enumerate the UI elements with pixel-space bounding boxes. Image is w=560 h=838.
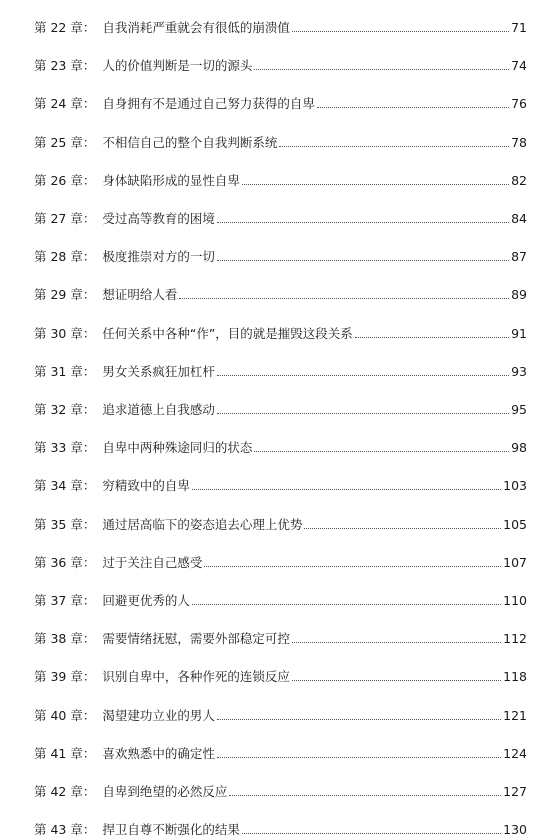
chapter-label: 第 38 章： bbox=[34, 631, 96, 646]
dot-leader bbox=[242, 833, 501, 834]
chapter-label: 第 34 章： bbox=[34, 478, 96, 493]
toc-entry[interactable] bbox=[34, 513, 527, 533]
dot-leader bbox=[217, 260, 509, 261]
page-number: 95 bbox=[511, 402, 527, 417]
toc-entry[interactable] bbox=[34, 780, 527, 800]
chapter-label: 第 37 章： bbox=[34, 593, 96, 608]
dot-leader bbox=[292, 680, 501, 681]
dot-leader bbox=[217, 375, 509, 376]
chapter-title: 过于关注自己感受 bbox=[102, 555, 203, 570]
chapter-title: 自卑中两种殊途同归的状态 bbox=[102, 440, 253, 455]
chapter-title: 通过居高临下的姿态追去心理上优势 bbox=[102, 517, 303, 532]
chapter-label: 第 28 章： bbox=[34, 249, 96, 264]
chapter-title: 穷精致中的自卑 bbox=[102, 478, 190, 493]
dot-leader bbox=[304, 528, 501, 529]
dot-leader bbox=[254, 69, 509, 70]
chapter-label: 第 22 章： bbox=[34, 20, 96, 35]
page-number: 71 bbox=[511, 20, 527, 35]
page-number: 98 bbox=[511, 440, 527, 455]
chapter-title: 识别自卑中，各种作死的连锁反应 bbox=[102, 669, 290, 684]
page-number: 121 bbox=[503, 708, 527, 723]
page-number: 118 bbox=[503, 669, 527, 684]
toc-entry[interactable] bbox=[34, 398, 527, 418]
dot-leader bbox=[292, 642, 501, 643]
toc-entry[interactable] bbox=[34, 589, 527, 609]
toc-entry[interactable] bbox=[34, 551, 527, 571]
chapter-label: 第 36 章： bbox=[34, 555, 96, 570]
toc-entry[interactable] bbox=[34, 627, 527, 647]
dot-leader bbox=[292, 31, 509, 32]
page-number: 89 bbox=[511, 287, 527, 302]
page-number: 124 bbox=[503, 746, 527, 761]
chapter-label: 第 27 章： bbox=[34, 211, 96, 226]
page-number: 130 bbox=[503, 822, 527, 837]
dot-leader bbox=[192, 604, 501, 605]
dot-leader bbox=[229, 795, 501, 796]
chapter-label: 第 25 章： bbox=[34, 135, 96, 150]
page-number: 91 bbox=[511, 326, 527, 341]
page-number: 103 bbox=[503, 478, 527, 493]
chapter-title: 男女关系疯狂加杠杆 bbox=[102, 364, 215, 379]
toc-entry[interactable] bbox=[34, 207, 527, 227]
chapter-label: 第 32 章： bbox=[34, 402, 96, 417]
dot-leader bbox=[254, 451, 509, 452]
toc-entry[interactable] bbox=[34, 283, 527, 303]
chapter-title: 渴望建功立业的男人 bbox=[102, 708, 215, 723]
chapter-title: 追求道德上自我感动 bbox=[102, 402, 215, 417]
chapter-label: 第 39 章： bbox=[34, 669, 96, 684]
chapter-label: 第 23 章： bbox=[34, 58, 96, 73]
chapter-label: 第 26 章： bbox=[34, 173, 96, 188]
toc-entry[interactable] bbox=[34, 54, 527, 74]
dot-leader bbox=[217, 757, 501, 758]
dot-leader bbox=[279, 146, 509, 147]
dot-leader bbox=[217, 719, 501, 720]
chapter-title: 想证明给人看 bbox=[102, 287, 178, 302]
chapter-label: 第 33 章： bbox=[34, 440, 96, 455]
page-number: 107 bbox=[503, 555, 527, 570]
page-number: 93 bbox=[511, 364, 527, 379]
chapter-title: 自身拥有不是通过自己努力获得的自卑 bbox=[102, 96, 315, 111]
toc-entry[interactable] bbox=[34, 704, 527, 724]
page-number: 74 bbox=[511, 58, 527, 73]
chapter-label: 第 24 章： bbox=[34, 96, 96, 111]
chapter-title: 喜欢熟悉中的确定性 bbox=[102, 746, 215, 761]
toc-entry[interactable] bbox=[34, 92, 527, 112]
page-number: 127 bbox=[503, 784, 527, 799]
toc-entry[interactable] bbox=[34, 322, 527, 342]
toc-entry[interactable] bbox=[34, 169, 527, 189]
chapter-label: 第 31 章： bbox=[34, 364, 96, 379]
toc-entry[interactable] bbox=[34, 245, 527, 265]
chapter-label: 第 30 章： bbox=[34, 326, 96, 341]
chapter-title: 极度推崇对方的一切 bbox=[102, 249, 215, 264]
dot-leader bbox=[217, 413, 509, 414]
toc-entry[interactable] bbox=[34, 818, 527, 838]
toc-entry[interactable] bbox=[34, 360, 527, 380]
chapter-label: 第 35 章： bbox=[34, 517, 96, 532]
chapter-title: 自我消耗严重就会有很低的崩溃值 bbox=[102, 20, 290, 35]
toc-entry[interactable] bbox=[34, 131, 527, 151]
chapter-title: 身体缺陷形成的显性自卑 bbox=[102, 173, 240, 188]
page-number: 112 bbox=[503, 631, 527, 646]
page-number: 84 bbox=[511, 211, 527, 226]
dot-leader bbox=[317, 107, 509, 108]
chapter-title: 不相信自己的整个自我判断系统 bbox=[102, 135, 278, 150]
dot-leader bbox=[217, 222, 509, 223]
dot-leader bbox=[192, 489, 501, 490]
chapter-label: 第 29 章： bbox=[34, 287, 96, 302]
dot-leader bbox=[355, 337, 509, 338]
toc-entry[interactable] bbox=[34, 436, 527, 456]
dot-leader bbox=[242, 184, 509, 185]
page-number: 82 bbox=[511, 173, 527, 188]
chapter-title: 任何关系中各种“作”，目的就是摧毁这段关系 bbox=[102, 326, 353, 341]
page-number: 87 bbox=[511, 249, 527, 264]
chapter-title: 需要情绪抚慰，需要外部稳定可控 bbox=[102, 631, 290, 646]
page-number: 110 bbox=[503, 593, 527, 608]
chapter-label: 第 40 章： bbox=[34, 708, 96, 723]
chapter-title: 回避更优秀的人 bbox=[102, 593, 190, 608]
dot-leader bbox=[204, 566, 501, 567]
toc-entry[interactable] bbox=[34, 16, 527, 36]
chapter-title: 自卑到绝望的必然反应 bbox=[102, 784, 228, 799]
chapter-title: 捍卫自尊不断强化的结果 bbox=[102, 822, 240, 837]
dot-leader bbox=[179, 298, 509, 299]
chapter-title: 受过高等教育的困境 bbox=[102, 211, 215, 226]
toc-entry[interactable] bbox=[34, 665, 527, 685]
page-number: 76 bbox=[511, 96, 527, 111]
toc-entry[interactable] bbox=[34, 742, 527, 762]
chapter-label: 第 42 章： bbox=[34, 784, 96, 799]
chapter-title: 人的价值判断是一切的源头 bbox=[102, 58, 253, 73]
chapter-label: 第 43 章： bbox=[34, 822, 96, 837]
page-number: 78 bbox=[511, 135, 527, 150]
page-number: 105 bbox=[503, 517, 527, 532]
toc-entry[interactable] bbox=[34, 474, 527, 494]
chapter-label: 第 41 章： bbox=[34, 746, 96, 761]
